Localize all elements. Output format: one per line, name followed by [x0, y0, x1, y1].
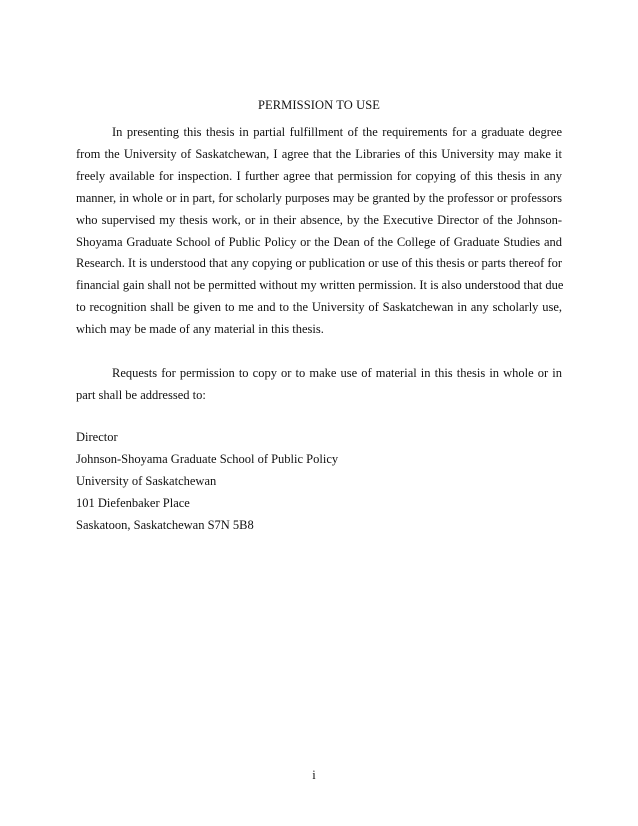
- paragraph-line: Requests for permission to copy or to make use of material in this thesis in whole or in: [112, 366, 562, 380]
- paragraph-line: In presenting this thesis in partial fulfillment of the requirements for a graduate degree: [112, 125, 562, 139]
- paragraph-line: financial gain shall not be permitted without my written permission. It is also understood that due: [76, 278, 564, 293]
- paragraph-line: Research. It is understood that any copying or publication or use of this thesis or parts thereof for: [76, 256, 562, 271]
- paragraph-line: freely available for inspection. I further agree that permission for copying of this thesis in any: [76, 168, 562, 183]
- address-line: 101 Diefenbaker Place: [76, 495, 190, 510]
- paragraph-line: manner, in whole or in part, for scholarly purposes may be granted by the professor or professors: [76, 190, 562, 205]
- paragraph-line: which may be made of any material in this thesis.: [76, 322, 324, 337]
- address-line: Johnson-Shoyama Graduate School of Public Policy: [76, 451, 339, 466]
- page-title: PERMISSION TO USE: [257, 98, 381, 112]
- paragraph-line: Shoyama Graduate School of Public Policy or the Dean of the College of Graduate Studies and: [76, 234, 562, 249]
- address-line: Saskatoon, Saskatchewan S7N 5B8: [76, 517, 254, 532]
- address-line: University of Saskatchewan: [76, 473, 217, 488]
- mailing-address: [76, 427, 562, 537]
- page-number: i: [312, 768, 316, 782]
- address-line: Director: [76, 430, 118, 444]
- permission-paragraph: [76, 122, 562, 341]
- requests-paragraph: [76, 363, 562, 407]
- paragraph-line: from the University of Saskatchewan, I agree that the Libraries of this University may make it: [76, 146, 562, 161]
- paragraph-line: part shall be addressed to:: [76, 387, 206, 402]
- paragraph-line: to recognition shall be given to me and to the University of Saskatchewan in any scholarly use,: [76, 300, 562, 315]
- paragraph-line: who supervised my thesis work, or in their absence, by the Executive Director of the Johnson-: [76, 212, 562, 227]
